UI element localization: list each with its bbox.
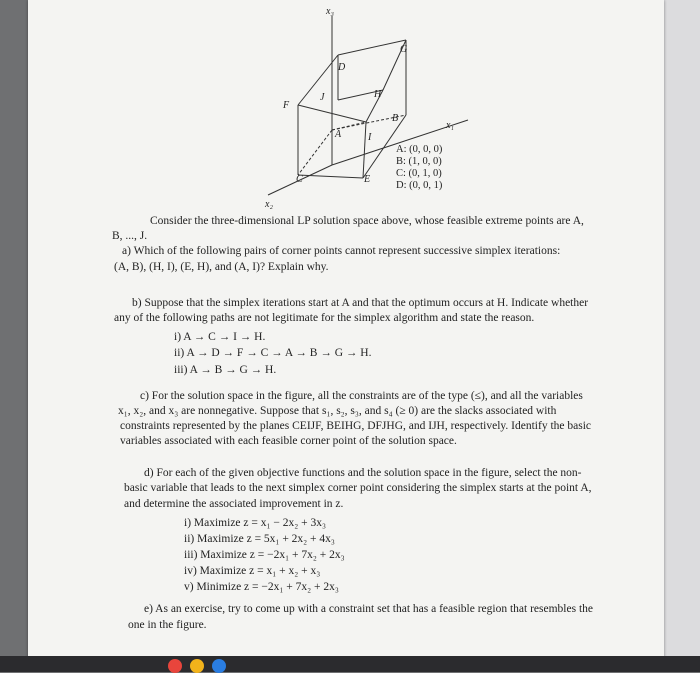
chrome-icon[interactable] (168, 659, 182, 673)
part-c-line-1: c) For the solution space in the figure, all the constraints are of the type (≤), and all the variables (140, 390, 583, 402)
document-page (28, 0, 664, 660)
point-c-label: C (296, 174, 303, 185)
part-b-line-2: any of the following paths are not legitimate for the simplex algorithm and state the reason. (114, 312, 535, 324)
point-j-label: J (320, 92, 325, 103)
path-item: i) A → C → I → H. (174, 331, 266, 343)
objective-item: i) Maximize z = x₁ − 2x₂ + 3x₃ (184, 517, 326, 529)
coord-d: D: (0, 0, 1) (396, 180, 443, 191)
background-strip (664, 0, 700, 672)
point-g-label: G (400, 44, 408, 55)
objective-item: ii) Maximize z = 5x₁ + 2x₂ + 4x₃ (184, 533, 335, 545)
app-icon[interactable] (212, 659, 226, 673)
point-d-label: D (338, 62, 346, 73)
point-h-label: H (374, 89, 382, 100)
point-f-label: F (283, 100, 290, 111)
point-i-label: I (368, 132, 372, 143)
point-a-label: A (335, 129, 342, 140)
path-item: iii) A → B → G → H. (174, 364, 277, 376)
axis-x2-label: x₂ (265, 199, 273, 210)
lp-solution-space-figure (28, 0, 664, 220)
app-icon[interactable] (190, 659, 204, 673)
part-c-line-3: constraints represented by the planes CEIJF, BEIHG, DFJHG, and IJH, respectively. Identify the basic (120, 420, 592, 432)
objective-item: v) Minimize z = −2x₁ + 7x₂ + 2x₃ (184, 581, 339, 593)
point-e-label: E (364, 174, 371, 185)
objective-item: iv) Maximize z = x₁ + x₂ + x₃ (184, 565, 321, 577)
axis-x1-label: x₁ (446, 120, 454, 131)
coord-c: C: (0, 1, 0) (396, 168, 442, 179)
path-item: ii) A → D → F → C → A → B → G → H. (174, 347, 372, 359)
objective-item: iii) Maximize z = −2x₁ + 7x₂ + 2x₃ (184, 549, 345, 561)
part-d-line-2: basic variable that leads to the next simplex corner point considering the simplex starts at the point A, (124, 482, 592, 494)
part-e-line-2: one in the figure. (128, 619, 207, 631)
part-d-line-1: d) For each of the given objective functions and the solution space in the figure, select the non- (144, 467, 582, 479)
axis-x3-label: x₃ (326, 6, 334, 17)
part-e-line-1: e) As an exercise, try to come up with a constraint set that has a feasible region that resembles the (144, 603, 593, 615)
intro-line-2: B, ..., J. (112, 230, 148, 242)
taskbar (0, 656, 700, 672)
part-c-line-4: variables associated with each feasible corner point of the solution space. (120, 435, 457, 447)
part-a-line-2: (A, B), (H, I), (E, H), and (A, I)? Explain why. (114, 261, 329, 273)
part-c-line-2: x₁, x₂, and x₃ are nonnegative. Suppose that s₁, s₂, s₃, and s₄ (≥ 0) are the slacks associated with (118, 405, 557, 417)
point-b-label: B (392, 113, 399, 124)
intro-line-1: Consider the three-dimensional LP solution space above, whose feasible extreme points are A, (150, 215, 584, 227)
part-b-line-1: b) Suppose that the simplex iterations start at A and that the optimum occurs at H. Indicate whether (132, 297, 589, 309)
part-d-line-3: and determine the associated improvement in z. (124, 498, 344, 510)
part-a-line-1: a) Which of the following pairs of corner points cannot represent successive simplex iterations: (122, 245, 561, 257)
coord-a: A: (0, 0, 0) (396, 144, 443, 155)
coord-b: B: (1, 0, 0) (396, 156, 442, 167)
